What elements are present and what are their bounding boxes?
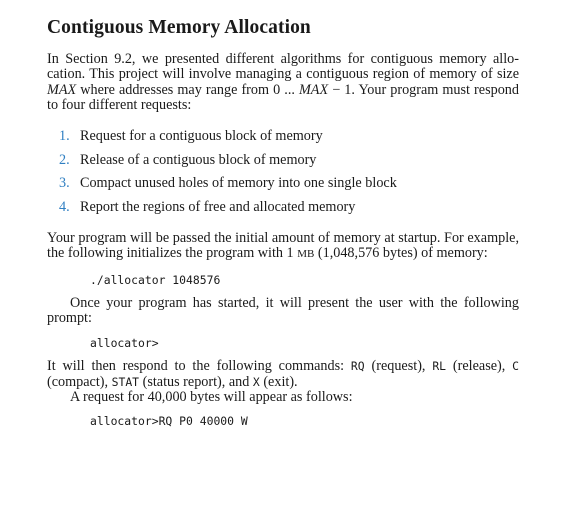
startup-text-2: (1,048,576 bytes) of memory: xyxy=(314,245,488,262)
startup-command: ./allocator 1048576 xyxy=(90,272,221,287)
section-title: Contiguous Memory Allocation xyxy=(47,17,311,38)
example-code: allocator>RQ P0 40000 W xyxy=(90,413,248,428)
intro-text-1: In Section 9.2, we presented different algorithms for contiguous memory allo- cation. This project will involve managing a contiguous region of memory of size xyxy=(47,51,519,83)
intro-paragraph xyxy=(47,52,519,114)
list-item xyxy=(59,200,519,215)
unit-mb: MB xyxy=(297,248,315,261)
commands-text-2: (request), xyxy=(364,358,433,375)
list-item-text: Compact unused holes of memory into one single block xyxy=(80,175,397,192)
cmd-c: C xyxy=(512,359,519,374)
commands-text-3: (release), xyxy=(446,358,513,375)
list-number: 4. xyxy=(59,199,70,216)
list-number: 2. xyxy=(59,151,70,168)
cmd-rl: RL xyxy=(432,359,447,374)
commands-text-6: (exit). xyxy=(259,373,298,390)
list-number: 3. xyxy=(59,175,70,192)
list-item-text: Request for a contiguous block of memory xyxy=(80,127,323,144)
prompt-paragraph: Once your program has started, it will present the user with the following prompt: xyxy=(47,294,519,326)
prompt-code: allocator> xyxy=(90,336,159,351)
list-item xyxy=(59,129,519,144)
list-item xyxy=(59,176,519,191)
list-number: 1. xyxy=(59,127,70,144)
startup-text-1: Your program will be passed the initial amount of memory at startup. For example, the following initializes the program with 1 xyxy=(47,229,519,262)
commands-paragraph xyxy=(47,359,519,390)
cmd-rq: RQ xyxy=(350,359,365,374)
example-paragraph: A request for 40,000 bytes will appear as follows: xyxy=(70,389,353,406)
cmd-stat: STAT xyxy=(111,374,140,389)
cmd-x: X xyxy=(252,374,260,389)
request-list xyxy=(47,129,519,216)
max-term-1: MAX xyxy=(47,81,77,98)
document-page xyxy=(47,14,519,429)
list-item-text: Report the regions of free and allocated memory xyxy=(80,199,356,216)
max-term-2: MAX xyxy=(298,81,329,98)
intro-text-3: − 1. Your program must respond to four different requests: xyxy=(47,81,519,114)
list-item xyxy=(59,153,519,168)
startup-paragraph xyxy=(47,231,519,263)
commands-text-5: (status report), and xyxy=(139,373,253,390)
list-item-text: Release of a contiguous block of memory xyxy=(80,151,317,168)
commands-text-1: It will then respond to the following commands: xyxy=(47,358,351,375)
commands-text-4: (compact), xyxy=(47,373,112,390)
intro-text-2: where addresses may range from 0 ... xyxy=(76,81,299,98)
